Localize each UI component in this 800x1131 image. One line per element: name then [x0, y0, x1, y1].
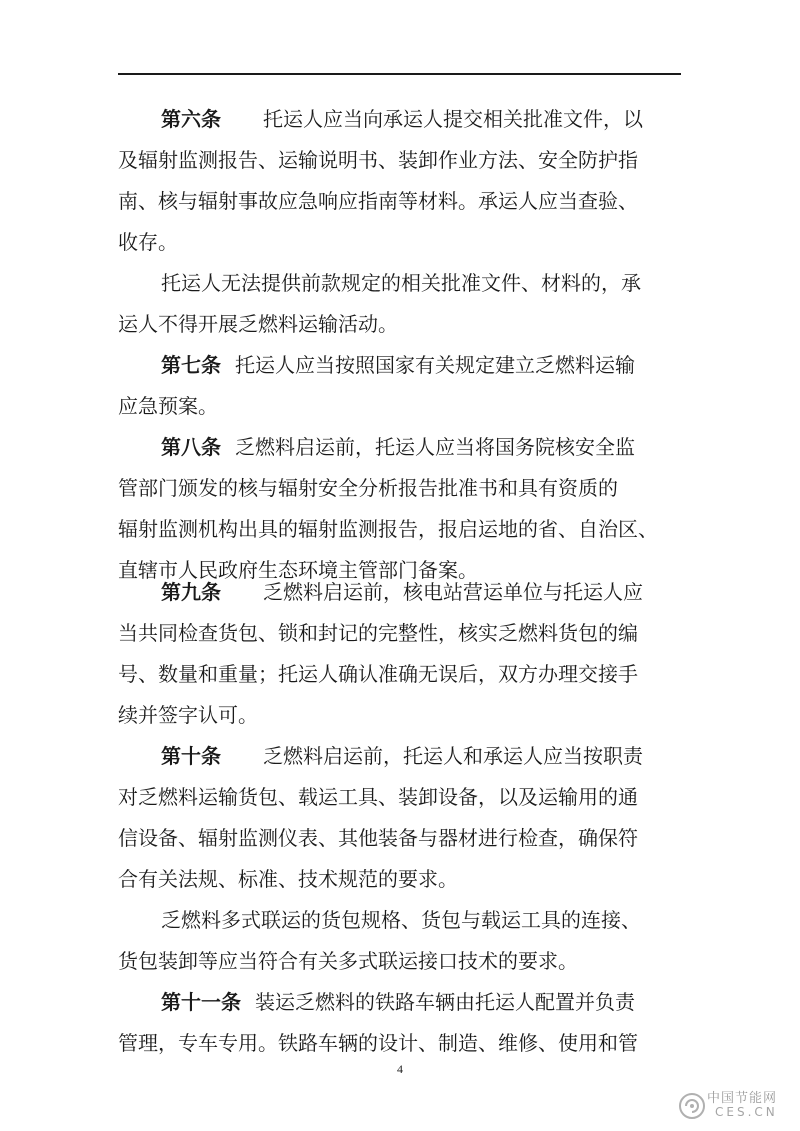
page-number: 4 [397, 1062, 403, 1076]
watermark-name-en: CES.CN [715, 1105, 778, 1119]
article-9-line-1: 第九条 乏燃料启运前，核电站营运单位与托运人应 [161, 580, 643, 604]
article-9-label: 第九条 [161, 580, 221, 604]
watermark [677, 1083, 792, 1125]
article-8-line-4: 直辖市人民政府生态环境主管部门备案。 [118, 558, 478, 582]
article-9-line-2: 当共同检查货包、锁和封记的完整性，核实乏燃料货包的编 [118, 621, 638, 645]
header-rule [118, 73, 681, 75]
article-10-label: 第十条 [161, 744, 221, 768]
article-6-para-2-line-1: 托运人无法提供前款规定的相关批准文件、材料的，承 [161, 271, 641, 295]
article-6-line-3: 南、核与辐射事故应急响应指南等材料。承运人应当查验、 [118, 189, 638, 213]
article-10-line-2: 对乏燃料运输货包、载运工具、装卸设备，以及运输用的通 [118, 785, 638, 809]
article-10-para-2-line-2: 货包装卸等应当符合有关多式联运接口技术的要求。 [118, 949, 578, 973]
article-7-line-2: 应急预案。 [118, 394, 218, 418]
article-11-line-2: 管理，专车专用。铁路车辆的设计、制造、维修、使用和管 [118, 1031, 638, 1055]
article-6-line-4: 收存。 [118, 230, 178, 254]
article-6-para-2-line-2: 运人不得开展乏燃料运输活动。 [118, 312, 398, 336]
article-10-line-3: 信设备、辐射监测仪表、其他装备与器材进行检查，确保符 [118, 826, 638, 850]
article-11-line-1: 第十一条 装运乏燃料的铁路车辆由托运人配置并负责 [161, 990, 635, 1014]
article-10-line-1: 第十条 乏燃料启运前，托运人和承运人应当按职责 [161, 744, 643, 768]
article-11-label: 第十一条 [161, 990, 241, 1014]
article-8-line-2: 管部门颁发的核与辐射安全分析报告批准书和具有资质的 [118, 476, 618, 500]
article-9-line-4: 续并签字认可。 [118, 703, 258, 727]
article-8-line-1: 第八条 乏燃料启运前，托运人应当将国务院核安全监 [161, 435, 635, 459]
article-6-line-1: 第六条 托运人应当向承运人提交相关批准文件，以 [161, 107, 643, 131]
article-8-label: 第八条 [161, 435, 221, 459]
article-9-line-3: 号、数量和重量；托运人确认准确无误后，双方办理交接手 [118, 662, 638, 686]
watermark-name-cn: 中国节能网 [707, 1091, 778, 1106]
article-10-para-2-line-1: 乏燃料多式联运的货包规格、货包与载运工具的连接、 [161, 908, 641, 932]
article-6-line-2: 及辐射监测报告、运输说明书、装卸作业方法、安全防护指 [118, 148, 638, 172]
article-8-line-3: 辐射监测机构出具的辐射监测报告，报启运地的省、自治区、 [118, 517, 658, 541]
article-6-label: 第六条 [161, 107, 221, 131]
article-10-line-4: 合有关法规、标准、技术规范的要求。 [118, 867, 458, 891]
article-7-line-1: 第七条 托运人应当按照国家有关规定建立乏燃料运输 [161, 353, 635, 377]
article-7-label: 第七条 [161, 353, 221, 377]
ces-logo-icon [677, 1091, 707, 1121]
